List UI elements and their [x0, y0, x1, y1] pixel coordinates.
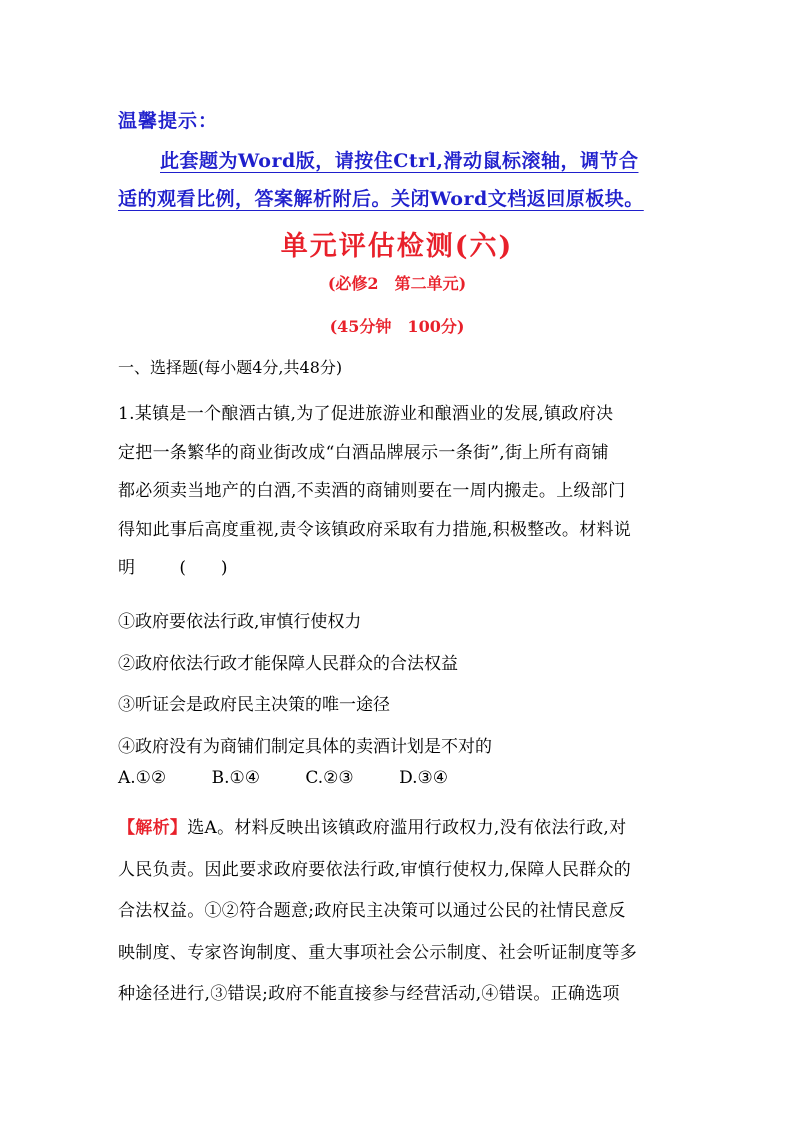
option-statement: ②政府依法行政才能保障人民群众的合法权益 — [118, 653, 458, 674]
tip-line: 适的观看比例，答案解析附后。关闭Word文档返回原板块。 — [118, 188, 644, 210]
analysis-line: 合法权益。①②符合题意;政府民主决策可以通过公民的社情民意反 — [118, 901, 626, 921]
answer-blank: ( ) — [179, 558, 228, 578]
time-score: (45分钟 100分) — [329, 317, 465, 336]
analysis-line: 种途径进行,③错误;政府不能直接参与经营活动,④错误。正确选项 — [118, 984, 620, 1004]
section-title: 一、选择题(每小题4分,共48分) — [118, 358, 343, 377]
analysis-line — [118, 808, 683, 850]
page-subtitle: (必修2 第二单元) — [327, 274, 467, 293]
option-statement: ④政府没有为商铺们制定具体的卖酒计划是不对的 — [118, 736, 492, 757]
answer-choice-d: D.③④ — [399, 768, 448, 788]
question-stem — [118, 395, 683, 588]
answer-choices — [118, 768, 448, 788]
question-line-last — [118, 549, 683, 588]
answer-choice-a: A.①② — [118, 768, 167, 788]
answer-choice-b: B.①④ — [211, 768, 260, 788]
answer-choice-c: C.②③ — [305, 768, 354, 788]
question-line: 都必须卖当地产的白酒,不卖酒的商铺则要在一周内搬走。上级部门 — [118, 481, 626, 501]
question-line-text: 明 — [118, 558, 136, 578]
analysis-first: 选A。材料反映出该镇政府滥用行政权力,没有依法行政,对 — [187, 818, 627, 838]
tip-body — [118, 142, 688, 218]
question-line: 得知此事后高度重视,责令该镇政府采取有力措施,积极整改。材料说 — [118, 519, 632, 540]
option-statement: ①政府要依法行政,审慎行使权力 — [118, 612, 362, 632]
analysis-block — [118, 808, 683, 1016]
option-statement: ③听证会是政府民主决策的唯一途径 — [118, 695, 390, 715]
tip-title: 温馨提示： — [118, 110, 219, 132]
question-line: 定把一条繁华的商业街改成“白酒品牌展示一条街”,街上所有商铺 — [118, 442, 609, 463]
analysis-tag: 【解析】 — [118, 818, 188, 838]
analysis-line: 映制度、专家咨询制度、重大事项社会公示制度、社会听证制度等多 — [118, 942, 637, 963]
option-statements — [118, 602, 492, 768]
question-line: 1.某镇是一个酿酒古镇,为了促进旅游业和酿酒业的发展,镇政府决 — [118, 404, 614, 424]
page-title: 单元评估检测(六) — [280, 231, 514, 262]
analysis-line: 人民负责。因此要求政府要依法行政,审慎行使权力,保障人民群众的 — [118, 859, 632, 880]
tip-line: 此套题为Word版，请按住Ctrl,滑动鼠标滚轴，调节合 — [160, 150, 639, 172]
